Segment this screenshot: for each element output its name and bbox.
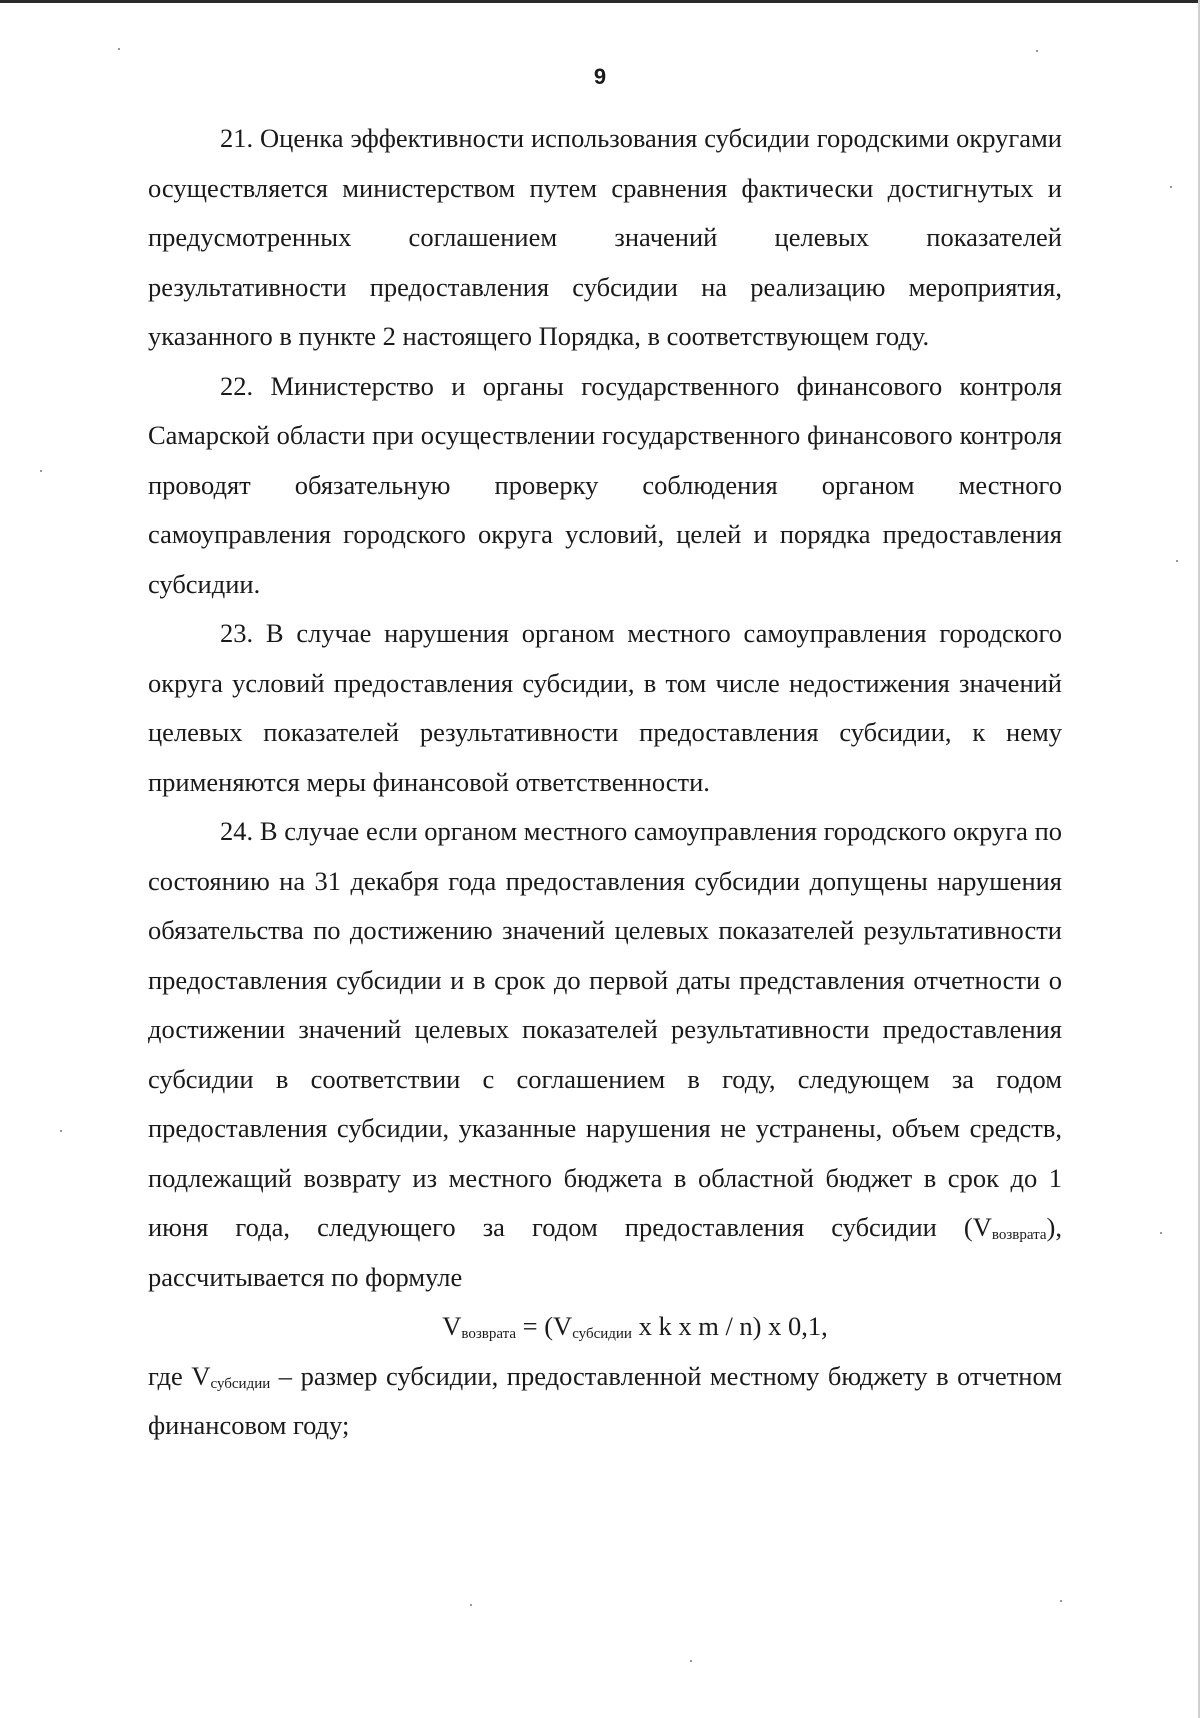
scan-speck <box>1036 50 1038 52</box>
scan-speck <box>1176 560 1178 562</box>
paragraph-21: 21. Оценка эффективности использования субсидии городскими округами осуществляется министерством путем сравнения фактически достигнутых и предусмотренных соглашением значений целевых показателей результативности предоставления субсидии на реализацию мероприятия, указанного в пункте 2 настоящего Порядка, в соответствующем году. <box>148 123 1062 351</box>
page-number: 9 <box>593 64 607 89</box>
paragraph-24-subscript: возврата <box>991 1227 1047 1243</box>
formula-rhs-subscript: субсидии <box>572 1326 632 1342</box>
formula-eq-open: = (V <box>516 1311 573 1341</box>
formula-lhs-subscript: возврата <box>461 1326 517 1342</box>
formula-lhs-var: V <box>442 1311 462 1341</box>
scan-speck <box>1160 1232 1162 1234</box>
scan-speck <box>1170 186 1172 188</box>
definition-subscript: субсидии <box>210 1375 271 1392</box>
scan-speck <box>40 470 42 472</box>
paragraph-24 <box>148 807 1062 1302</box>
scan-speck <box>60 1130 62 1132</box>
scan-speck <box>690 1660 692 1662</box>
definition-text: – размер субсидии, предоставленной местному бюджету в отчетном финансовом году; <box>148 1360 1063 1440</box>
document-body <box>148 114 1062 1451</box>
scan-speck <box>1060 1600 1062 1602</box>
paragraph-24-text: 24. В случае если органом местного самоуправления городского округа по состоянию на 31 декабря года предоставления субсидии допущены нарушения обязательства по достижению значений целевых показателей результативности предоставления субсидии и в срок до первой даты представления отчетности о достижении значений целевых показателей результативности предоставления субсидии в соответствии с соглашением в году, следующем за годом предоставления субсидии, указанные нарушения не устранены, объем средств, подлежащий возврату из местного бюджета в областной бюджет в срок до 1 июня года, следующего за годом предоставления субсидии (V <box>148 816 1062 1242</box>
paragraph-23: 23. В случае нарушения органом местного самоуправления городского округа условий предоставления субсидии, в том числе недостижения значений целевых показателей результативности предоставления субсидии, к нему применяются меры финансовой ответственности. <box>148 618 1062 797</box>
paragraph-24-tail: ), рассчитывается по формуле <box>148 1212 1062 1292</box>
definition-prefix: где V <box>148 1360 211 1391</box>
paragraph-22: 22. Министерство и органы государственного финансового контроля Самарской области при осуществлении государственного финансового контроля проводят обязательную проверку соблюдения органом местного самоуправления городского округа условий, целей и порядка предоставления субсидии. <box>148 370 1062 599</box>
definition-line <box>148 1352 1062 1451</box>
scan-speck <box>470 1604 472 1606</box>
scan-edge-top <box>0 0 1200 3</box>
formula <box>148 1302 1062 1352</box>
scan-speck <box>118 48 120 50</box>
formula-rhs-rest: x k x m / n) x 0,1, <box>631 1311 828 1341</box>
